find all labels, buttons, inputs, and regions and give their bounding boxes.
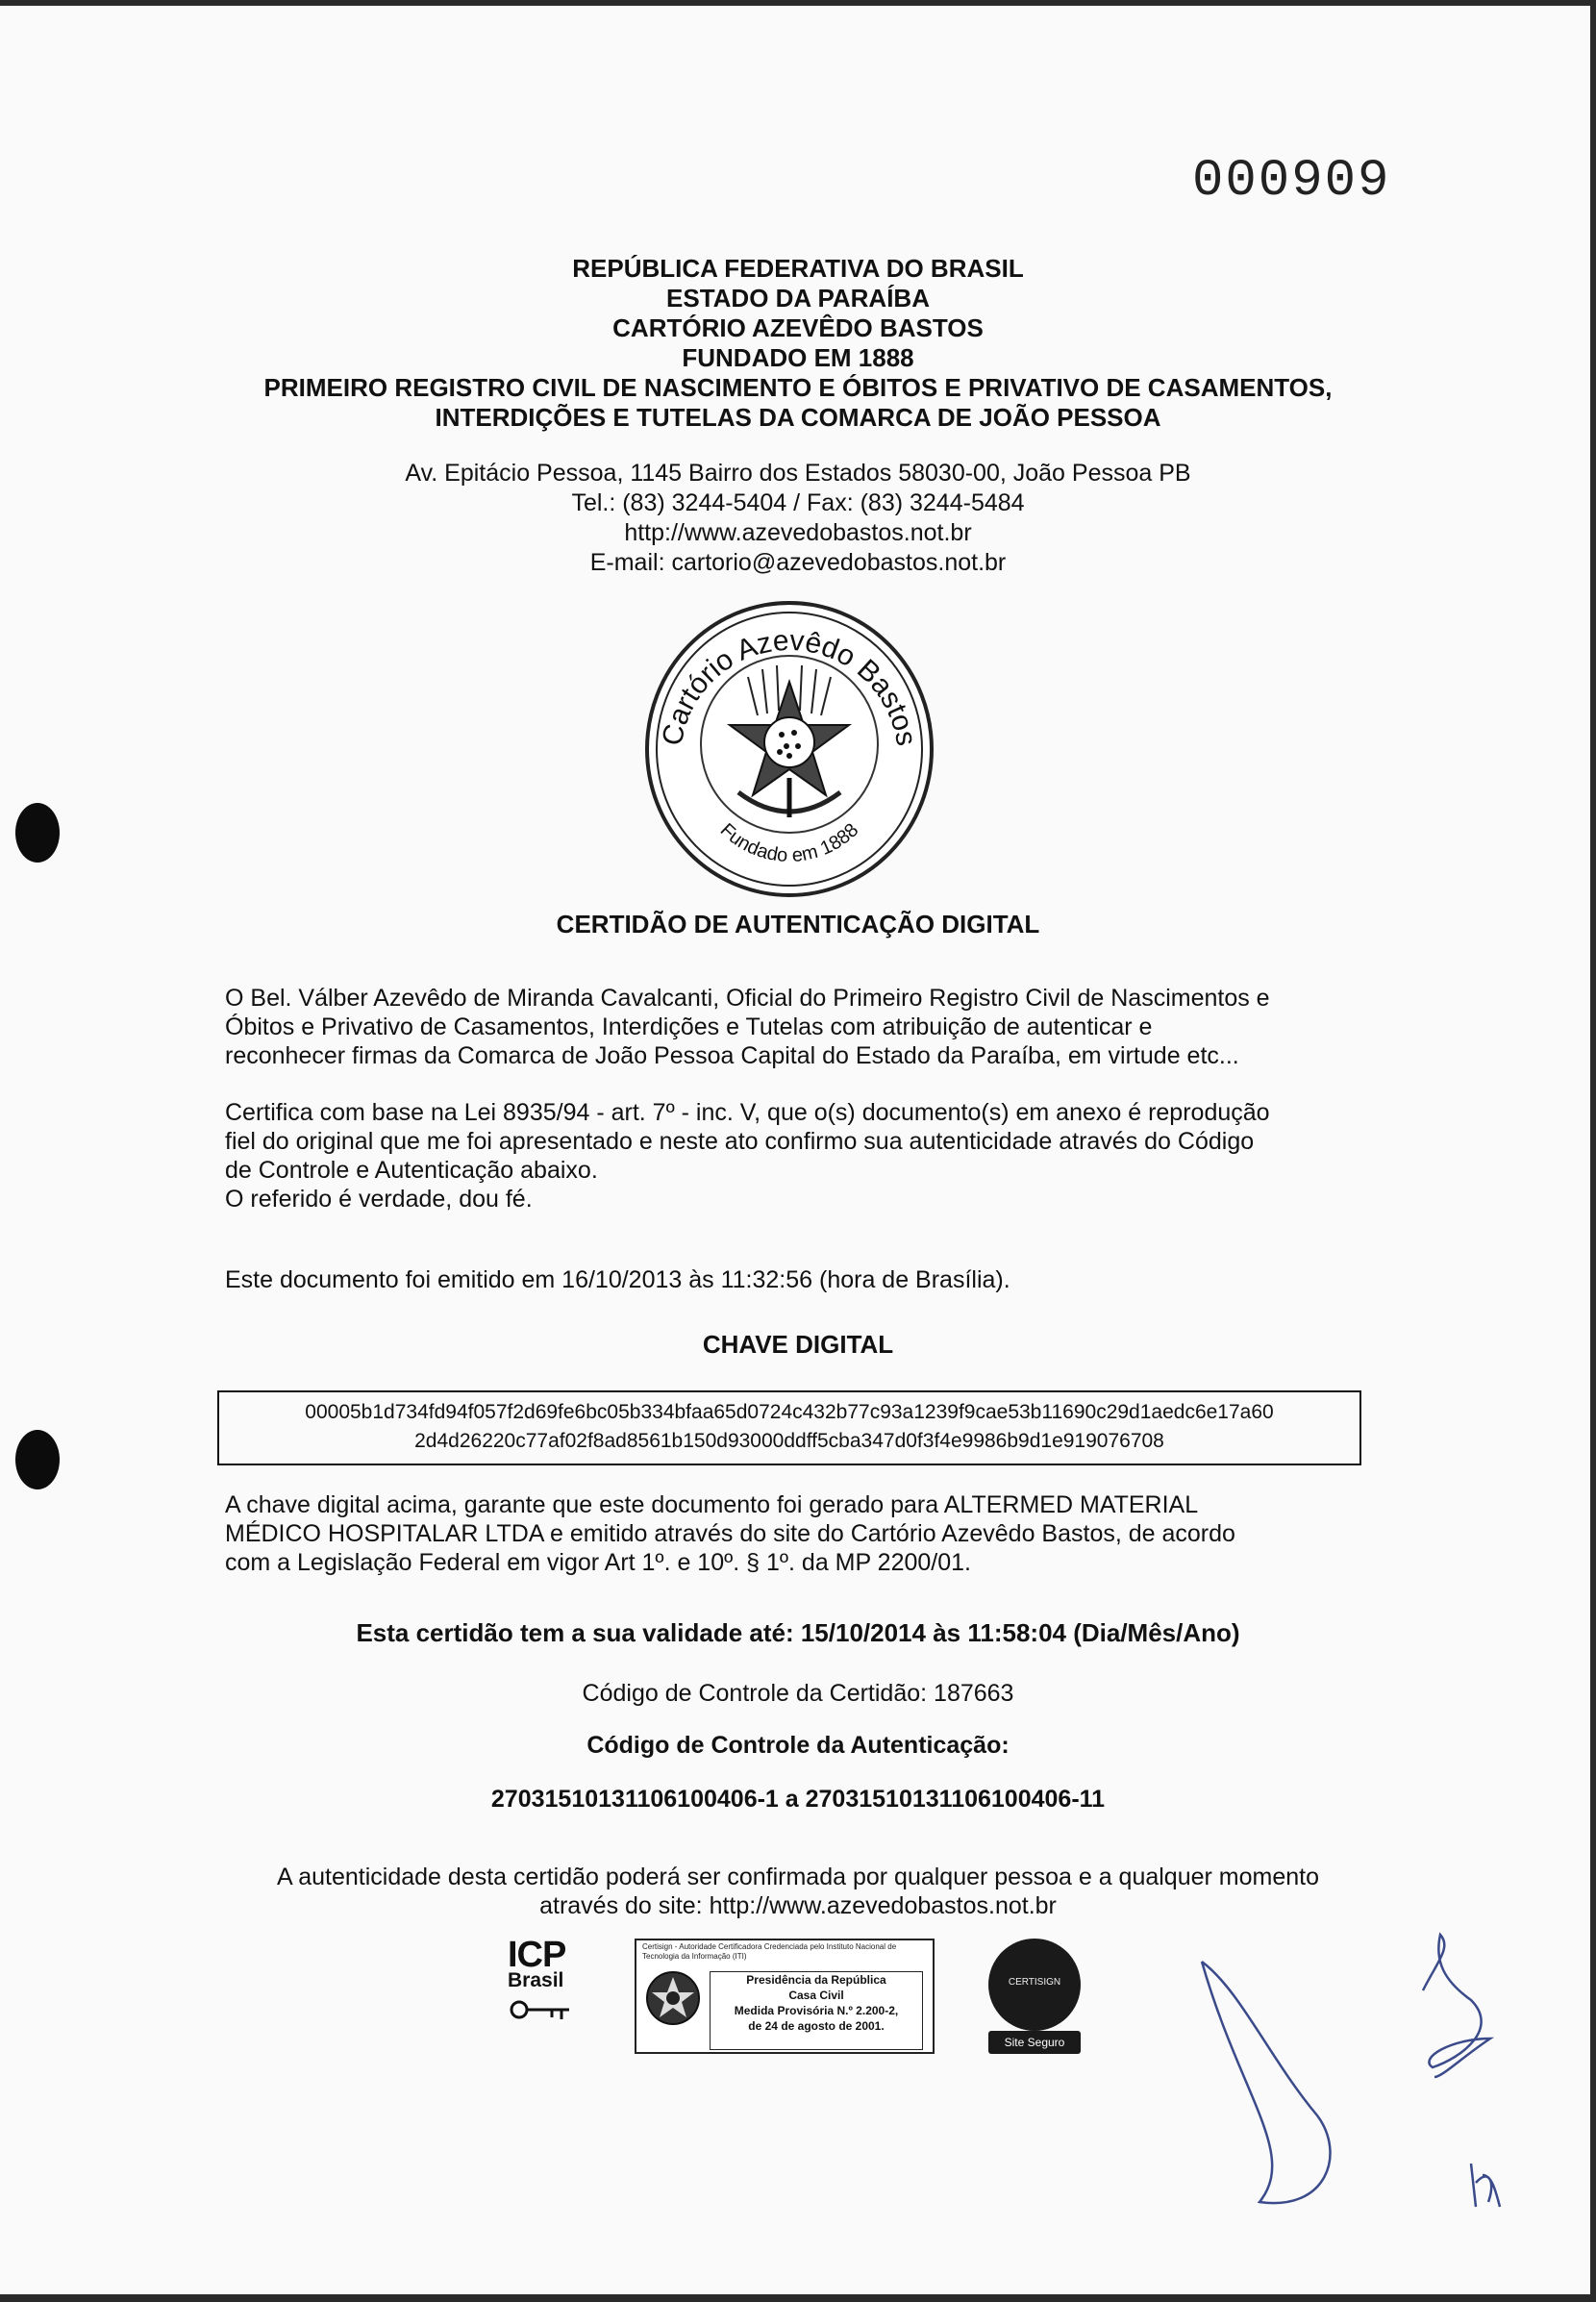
paragraph-line: reconhecer firmas da Comarca de João Pessoa Capital do Estado da Paraíba, em virtude etc... <box>225 1042 1239 1069</box>
page-right-edge <box>1590 0 1596 2302</box>
authentication-control-label: Código de Controle da Autenticação: <box>586 1732 1010 1759</box>
badge-legal-text <box>710 1971 923 2050</box>
header-line: REPÚBLICA FEDERATIVA DO BRASIL <box>572 254 1024 283</box>
seal-bottom-text: Fundado em 1888 <box>715 819 863 866</box>
badge-line: Casa Civil <box>788 1989 844 2002</box>
registry-address <box>221 459 1375 578</box>
page-bottom-edge <box>0 2294 1596 2302</box>
icp-key-icon <box>508 1990 575 2029</box>
certisign-circle <box>988 1939 1081 2031</box>
punch-hole <box>15 803 60 863</box>
paragraph-line: O referido é verdade, dou fé. <box>225 1186 533 1213</box>
header-line: FUNDADO EM 1888 <box>682 343 914 372</box>
badge-line: Medida Provisória N.º 2.200-2, <box>734 2004 899 2017</box>
verification-line: através do site: http://www.azevedobastos.not.br <box>539 1892 1057 1919</box>
page-number-stamp: 000909 <box>1192 152 1391 211</box>
page-top-edge <box>0 0 1596 6</box>
email-address[interactable]: E-mail: cartorio@azevedobastos.not.br <box>589 549 1007 576</box>
paragraph-line: Certifica com base na Lei 8935/94 - art. 7º - inc. V, que o(s) documento(s) em anexo é reprodução <box>225 1099 1270 1126</box>
verification-note <box>221 1863 1375 1920</box>
certificate-control-code: Código de Controle da Certidão: 187663 <box>582 1680 1014 1707</box>
certificate-title: CERTIDÃO DE AUTENTICAÇÃO DIGITAL <box>556 910 1040 938</box>
paragraph-line: A chave digital acima, garante que este documento foi gerado para ALTERMED MATERIAL <box>225 1491 1199 1518</box>
authentication-control-range: 27031510131106100406-1 a 27031510131106100406-11 <box>490 1786 1106 1813</box>
digital-key-title: CHAVE DIGITAL <box>702 1330 894 1359</box>
paragraph-line: Óbitos e Privativo de Casamentos, Interdições e Tutelas com atribuição de autenticar e <box>225 1013 1153 1040</box>
issued-statement: Este documento foi emitido em 16/10/2013 às 11:32:56 (hora de Brasília). <box>225 1266 1010 1293</box>
certifies-paragraph <box>225 1098 1369 1214</box>
republic-emblem-icon <box>644 1969 702 2027</box>
phone-fax: Tel.: (83) 3244-5404 / Fax: (83) 3244-5484 <box>571 489 1025 516</box>
header-line: PRIMEIRO REGISTRO CIVIL DE NASCIMENTO E ÓBITOS E PRIVATIVO DE CASAMENTOS, <box>263 373 1333 402</box>
guarantee-paragraph <box>225 1490 1369 1577</box>
paragraph-line: MÉDICO HOSPITALAR LTDA e emitido através do site do Cartório Azevêdo Bastos, de acordo <box>225 1520 1235 1547</box>
badge-line: Presidência da República <box>746 1973 886 1987</box>
presidencia-certification-badge <box>635 1939 935 2054</box>
registry-header <box>221 254 1375 433</box>
header-line: ESTADO DA PARAÍBA <box>666 284 930 313</box>
badge-line: de 24 de agosto de 2001. <box>748 2019 885 2033</box>
handwritten-signature <box>1183 1923 1567 2240</box>
verification-line: A autenticidade desta certidão poderá ser confirmada por qualquer pessoa e a qualquer momento <box>276 1864 1320 1890</box>
street-address: Av. Epitácio Pessoa, 1145 Bairro dos Estados 58030-00, João Pessoa PB <box>405 460 1191 487</box>
paragraph-line: fiel do original que me foi apresentado e neste ato confirmo sua autenticidade através do Código <box>225 1128 1255 1155</box>
digital-key-line: 2d4d26220c77af02f8ad8561b150d93000ddff5cba347d0f3f4e9986b9d1e919076708 <box>414 1430 1164 1452</box>
website-url[interactable]: http://www.azevedobastos.not.br <box>624 519 972 546</box>
paragraph-line: de Controle e Autenticação abaixo. <box>225 1157 598 1184</box>
punch-hole <box>15 1430 60 1489</box>
digital-key-box <box>217 1390 1361 1465</box>
validity-statement: Esta certidão tem a sua validade até: 15/10/2014 às 11:58:04 (Dia/Mês/Ano) <box>356 1618 1240 1647</box>
header-line: INTERDIÇÕES E TUTELAS DA COMARCA DE JOÃO PESSOA <box>435 403 1161 432</box>
certisign-label: CERTISIGN <box>1008 1977 1061 1988</box>
icp-logo-text: ICP <box>508 1935 566 1975</box>
certisign-site-seguro-badge <box>988 1939 1081 2052</box>
notary-seal <box>642 600 936 898</box>
site-seguro-label: Site Seguro <box>988 2031 1081 2054</box>
header-line: CARTÓRIO AZEVÊDO BASTOS <box>612 313 984 342</box>
digital-key-line: 00005b1d734fd94f057f2d69fe6bc05b334bfaa65d0724c432b77c93a1239f9cae53b11690c29d1aedc6e17a60 <box>305 1401 1274 1423</box>
icp-brasil-logo <box>508 1935 585 2034</box>
paragraph-line: O Bel. Válber Azevêdo de Miranda Cavalcanti, Oficial do Primeiro Registro Civil de Nascimentos e <box>225 985 1270 1012</box>
intro-paragraph <box>225 984 1369 1070</box>
paragraph-line: com a Legislação Federal em vigor Art 1º. e 10º. § 1º. da MP 2200/01. <box>225 1549 971 1576</box>
icp-logo-subtext: Brasil <box>508 1969 564 1991</box>
seal-top-text: Cartório Azevêdo Bastos <box>656 624 923 749</box>
badge-header-text: Certisign - Autoridade Certificadora Credenciada pelo Instituto Nacional de Tecnologia da Informação (ITI) <box>642 1942 897 1961</box>
